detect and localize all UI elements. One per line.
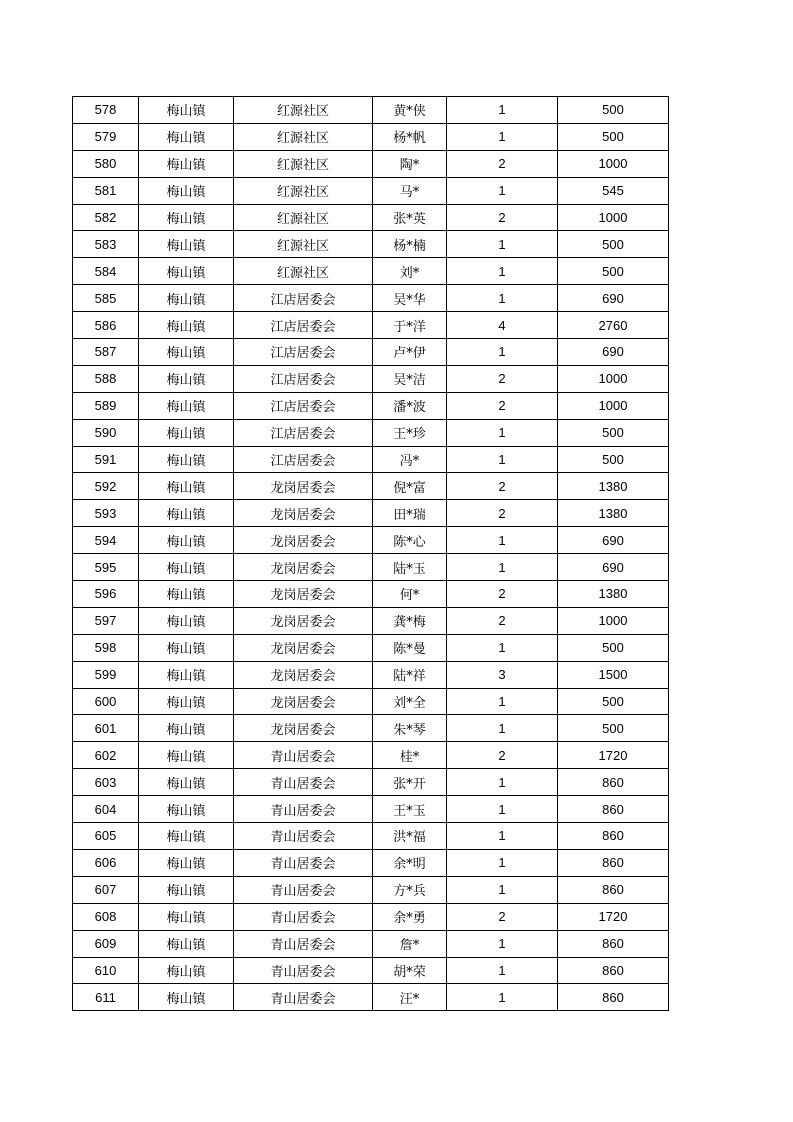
table-row: [73, 339, 669, 366]
town-cell: 梅山镇: [139, 715, 234, 742]
row-index: 602: [73, 742, 139, 769]
community-cell: 江店居委会: [234, 392, 373, 419]
amount-cell: 860: [558, 876, 669, 903]
name-cell: 张*英: [373, 204, 447, 231]
table-row: [73, 554, 669, 581]
name-cell: 潘*波: [373, 392, 447, 419]
table-row: [73, 285, 669, 312]
town-cell: 梅山镇: [139, 419, 234, 446]
count-cell: 1: [447, 984, 558, 1011]
row-index: 598: [73, 634, 139, 661]
count-cell: 1: [447, 769, 558, 796]
community-cell: 青山居委会: [234, 823, 373, 850]
amount-cell: 1000: [558, 150, 669, 177]
community-cell: 红源社区: [234, 123, 373, 150]
row-index: 601: [73, 715, 139, 742]
count-cell: 2: [447, 500, 558, 527]
amount-cell: 1000: [558, 607, 669, 634]
town-cell: 梅山镇: [139, 688, 234, 715]
town-cell: 梅山镇: [139, 365, 234, 392]
name-cell: 王*珍: [373, 419, 447, 446]
table-row: [73, 392, 669, 419]
town-cell: 梅山镇: [139, 500, 234, 527]
name-cell: 于*洋: [373, 312, 447, 339]
town-cell: 梅山镇: [139, 123, 234, 150]
town-cell: 梅山镇: [139, 258, 234, 285]
town-cell: 梅山镇: [139, 231, 234, 258]
table-row: [73, 769, 669, 796]
count-cell: 2: [447, 392, 558, 419]
row-index: 595: [73, 554, 139, 581]
name-cell: 汪*: [373, 984, 447, 1011]
amount-cell: 1000: [558, 392, 669, 419]
count-cell: 1: [447, 930, 558, 957]
community-cell: 红源社区: [234, 177, 373, 204]
town-cell: 梅山镇: [139, 527, 234, 554]
amount-cell: 500: [558, 97, 669, 124]
table-row: [73, 715, 669, 742]
name-cell: 杨*楠: [373, 231, 447, 258]
amount-cell: 690: [558, 285, 669, 312]
community-cell: 青山居委会: [234, 876, 373, 903]
name-cell: 张*开: [373, 769, 447, 796]
count-cell: 1: [447, 339, 558, 366]
row-index: 581: [73, 177, 139, 204]
community-cell: 江店居委会: [234, 365, 373, 392]
town-cell: 梅山镇: [139, 581, 234, 608]
name-cell: 龚*梅: [373, 607, 447, 634]
table-row: [73, 365, 669, 392]
town-cell: 梅山镇: [139, 312, 234, 339]
row-index: 580: [73, 150, 139, 177]
name-cell: 杨*帆: [373, 123, 447, 150]
table-row: [73, 876, 669, 903]
community-cell: 龙岗居委会: [234, 554, 373, 581]
name-cell: 马*: [373, 177, 447, 204]
name-cell: 黄*侠: [373, 97, 447, 124]
town-cell: 梅山镇: [139, 796, 234, 823]
name-cell: 詹*: [373, 930, 447, 957]
amount-cell: 860: [558, 823, 669, 850]
name-cell: 陆*玉: [373, 554, 447, 581]
name-cell: 陈*曼: [373, 634, 447, 661]
amount-cell: 860: [558, 957, 669, 984]
table-row: [73, 796, 669, 823]
table-row: [73, 312, 669, 339]
town-cell: 梅山镇: [139, 661, 234, 688]
count-cell: 2: [447, 581, 558, 608]
row-index: 589: [73, 392, 139, 419]
table-body: [73, 97, 669, 1011]
count-cell: 2: [447, 365, 558, 392]
name-cell: 田*瑞: [373, 500, 447, 527]
amount-cell: 1720: [558, 742, 669, 769]
table-row: [73, 903, 669, 930]
table-row: [73, 581, 669, 608]
community-cell: 江店居委会: [234, 312, 373, 339]
community-cell: 龙岗居委会: [234, 634, 373, 661]
town-cell: 梅山镇: [139, 984, 234, 1011]
name-cell: 陆*祥: [373, 661, 447, 688]
town-cell: 梅山镇: [139, 634, 234, 661]
community-cell: 江店居委会: [234, 339, 373, 366]
table-row: [73, 742, 669, 769]
count-cell: 2: [447, 903, 558, 930]
community-cell: 龙岗居委会: [234, 661, 373, 688]
table-row: [73, 661, 669, 688]
community-cell: 红源社区: [234, 258, 373, 285]
table-row: [73, 150, 669, 177]
row-index: 591: [73, 446, 139, 473]
town-cell: 梅山镇: [139, 285, 234, 312]
town-cell: 梅山镇: [139, 769, 234, 796]
count-cell: 1: [447, 796, 558, 823]
community-cell: 龙岗居委会: [234, 715, 373, 742]
community-cell: 龙岗居委会: [234, 500, 373, 527]
community-cell: 龙岗居委会: [234, 473, 373, 500]
row-index: 592: [73, 473, 139, 500]
row-index: 578: [73, 97, 139, 124]
row-index: 597: [73, 607, 139, 634]
row-index: 584: [73, 258, 139, 285]
count-cell: 1: [447, 527, 558, 554]
town-cell: 梅山镇: [139, 339, 234, 366]
table-row: [73, 204, 669, 231]
table-row: [73, 231, 669, 258]
table-row: [73, 500, 669, 527]
community-cell: 红源社区: [234, 150, 373, 177]
amount-cell: 500: [558, 634, 669, 661]
town-cell: 梅山镇: [139, 446, 234, 473]
name-cell: 刘*: [373, 258, 447, 285]
community-cell: 龙岗居委会: [234, 607, 373, 634]
community-cell: 江店居委会: [234, 285, 373, 312]
count-cell: 1: [447, 446, 558, 473]
amount-cell: 1000: [558, 365, 669, 392]
town-cell: 梅山镇: [139, 97, 234, 124]
community-cell: 青山居委会: [234, 742, 373, 769]
count-cell: 1: [447, 554, 558, 581]
name-cell: 陶*: [373, 150, 447, 177]
table-row: [73, 984, 669, 1011]
amount-cell: 860: [558, 849, 669, 876]
amount-cell: 860: [558, 930, 669, 957]
town-cell: 梅山镇: [139, 742, 234, 769]
row-index: 585: [73, 285, 139, 312]
amount-cell: 500: [558, 258, 669, 285]
row-index: 609: [73, 930, 139, 957]
name-cell: 方*兵: [373, 876, 447, 903]
amount-cell: 1720: [558, 903, 669, 930]
community-cell: 龙岗居委会: [234, 688, 373, 715]
amount-cell: 860: [558, 984, 669, 1011]
town-cell: 梅山镇: [139, 392, 234, 419]
community-cell: 青山居委会: [234, 930, 373, 957]
amount-cell: 500: [558, 715, 669, 742]
table-row: [73, 258, 669, 285]
town-cell: 梅山镇: [139, 473, 234, 500]
count-cell: 1: [447, 634, 558, 661]
count-cell: 2: [447, 473, 558, 500]
town-cell: 梅山镇: [139, 849, 234, 876]
row-index: 606: [73, 849, 139, 876]
amount-cell: 1380: [558, 500, 669, 527]
count-cell: 1: [447, 258, 558, 285]
count-cell: 1: [447, 123, 558, 150]
amount-cell: 1000: [558, 204, 669, 231]
count-cell: 1: [447, 231, 558, 258]
count-cell: 2: [447, 150, 558, 177]
name-cell: 何*: [373, 581, 447, 608]
town-cell: 梅山镇: [139, 957, 234, 984]
row-index: 583: [73, 231, 139, 258]
name-cell: 洪*福: [373, 823, 447, 850]
community-cell: 红源社区: [234, 231, 373, 258]
row-index: 600: [73, 688, 139, 715]
town-cell: 梅山镇: [139, 177, 234, 204]
name-cell: 陈*心: [373, 527, 447, 554]
amount-cell: 500: [558, 231, 669, 258]
amount-cell: 500: [558, 123, 669, 150]
town-cell: 梅山镇: [139, 204, 234, 231]
row-index: 605: [73, 823, 139, 850]
town-cell: 梅山镇: [139, 554, 234, 581]
town-cell: 梅山镇: [139, 903, 234, 930]
amount-cell: 690: [558, 339, 669, 366]
town-cell: 梅山镇: [139, 930, 234, 957]
row-index: 599: [73, 661, 139, 688]
name-cell: 余*勇: [373, 903, 447, 930]
table-row: [73, 123, 669, 150]
count-cell: 1: [447, 177, 558, 204]
data-table: [72, 96, 669, 1011]
count-cell: 1: [447, 849, 558, 876]
row-index: 594: [73, 527, 139, 554]
row-index: 603: [73, 769, 139, 796]
community-cell: 龙岗居委会: [234, 527, 373, 554]
count-cell: 1: [447, 876, 558, 903]
table-row: [73, 527, 669, 554]
amount-cell: 500: [558, 419, 669, 446]
amount-cell: 690: [558, 554, 669, 581]
row-index: 596: [73, 581, 139, 608]
town-cell: 梅山镇: [139, 876, 234, 903]
town-cell: 梅山镇: [139, 823, 234, 850]
count-cell: 3: [447, 661, 558, 688]
amount-cell: 1380: [558, 473, 669, 500]
table-row: [73, 419, 669, 446]
amount-cell: 2760: [558, 312, 669, 339]
name-cell: 朱*琴: [373, 715, 447, 742]
row-index: 590: [73, 419, 139, 446]
count-cell: 1: [447, 285, 558, 312]
row-index: 586: [73, 312, 139, 339]
amount-cell: 500: [558, 688, 669, 715]
name-cell: 胡*荣: [373, 957, 447, 984]
table-row: [73, 688, 669, 715]
table-row: [73, 473, 669, 500]
row-index: 604: [73, 796, 139, 823]
table-row: [73, 97, 669, 124]
table-row: [73, 930, 669, 957]
community-cell: 红源社区: [234, 204, 373, 231]
name-cell: 刘*全: [373, 688, 447, 715]
name-cell: 吴*洁: [373, 365, 447, 392]
community-cell: 青山居委会: [234, 957, 373, 984]
table-row: [73, 823, 669, 850]
community-cell: 青山居委会: [234, 796, 373, 823]
row-index: 587: [73, 339, 139, 366]
count-cell: 1: [447, 823, 558, 850]
row-index: 607: [73, 876, 139, 903]
name-cell: 冯*: [373, 446, 447, 473]
name-cell: 桂*: [373, 742, 447, 769]
town-cell: 梅山镇: [139, 607, 234, 634]
amount-cell: 500: [558, 446, 669, 473]
community-cell: 青山居委会: [234, 903, 373, 930]
amount-cell: 860: [558, 796, 669, 823]
community-cell: 青山居委会: [234, 769, 373, 796]
community-cell: 龙岗居委会: [234, 581, 373, 608]
count-cell: 1: [447, 957, 558, 984]
amount-cell: 1500: [558, 661, 669, 688]
count-cell: 1: [447, 715, 558, 742]
count-cell: 2: [447, 204, 558, 231]
amount-cell: 860: [558, 769, 669, 796]
table-row: [73, 446, 669, 473]
amount-cell: 1380: [558, 581, 669, 608]
community-cell: 红源社区: [234, 97, 373, 124]
name-cell: 余*明: [373, 849, 447, 876]
row-index: 593: [73, 500, 139, 527]
table-row: [73, 634, 669, 661]
count-cell: 2: [447, 607, 558, 634]
row-index: 608: [73, 903, 139, 930]
count-cell: 4: [447, 312, 558, 339]
row-index: 610: [73, 957, 139, 984]
row-index: 582: [73, 204, 139, 231]
count-cell: 2: [447, 742, 558, 769]
table-row: [73, 957, 669, 984]
row-index: 579: [73, 123, 139, 150]
community-cell: 江店居委会: [234, 419, 373, 446]
row-index: 588: [73, 365, 139, 392]
table-row: [73, 177, 669, 204]
table-row: [73, 849, 669, 876]
community-cell: 青山居委会: [234, 849, 373, 876]
row-index: 611: [73, 984, 139, 1011]
count-cell: 1: [447, 688, 558, 715]
count-cell: 1: [447, 97, 558, 124]
name-cell: 卢*伊: [373, 339, 447, 366]
community-cell: 江店居委会: [234, 446, 373, 473]
name-cell: 王*玉: [373, 796, 447, 823]
name-cell: 倪*富: [373, 473, 447, 500]
name-cell: 吴*华: [373, 285, 447, 312]
table-row: [73, 607, 669, 634]
amount-cell: 545: [558, 177, 669, 204]
community-cell: 青山居委会: [234, 984, 373, 1011]
town-cell: 梅山镇: [139, 150, 234, 177]
count-cell: 1: [447, 419, 558, 446]
amount-cell: 690: [558, 527, 669, 554]
